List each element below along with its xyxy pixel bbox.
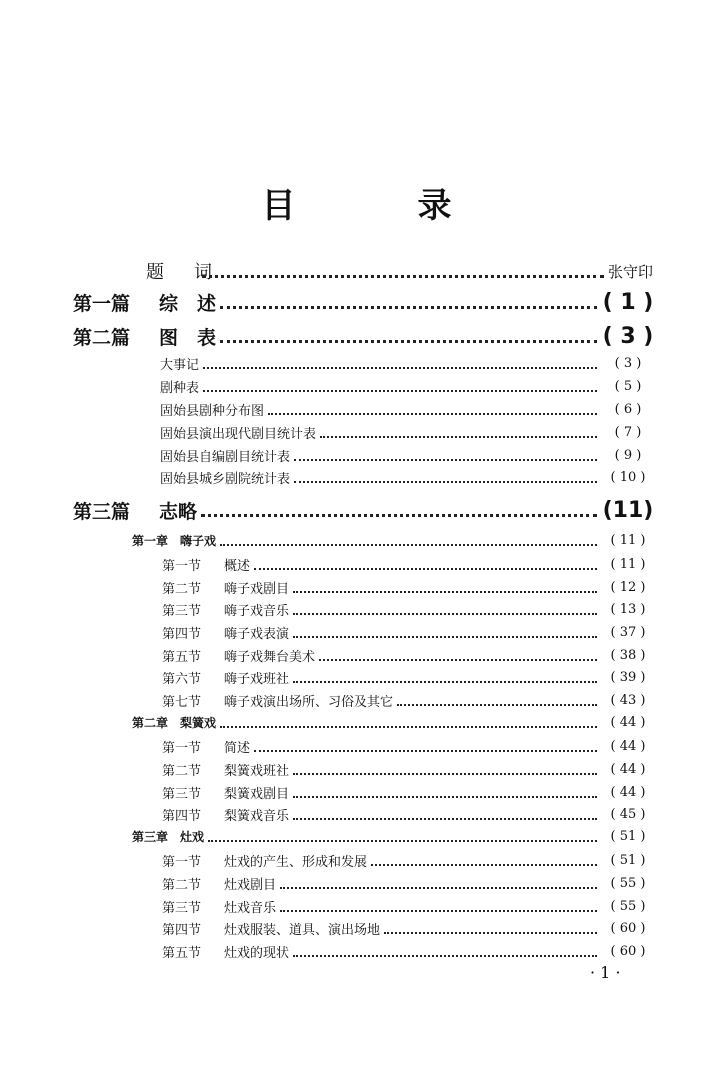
page-ref: ( 44 ) bbox=[610, 785, 646, 800]
toc-entry-part3[interactable] bbox=[73, 497, 655, 524]
leader-dots bbox=[220, 726, 597, 728]
part-number: 第一篇 bbox=[73, 293, 131, 315]
leader-dots bbox=[202, 275, 604, 278]
page-ref: ( 5 ) bbox=[614, 379, 642, 394]
toc-entry-chapter2[interactable] bbox=[132, 714, 655, 731]
section-title: 灶戏的产生、形成和发展 bbox=[224, 855, 368, 870]
section-number: 第二节 bbox=[162, 878, 202, 893]
page-ref: ( 38 ) bbox=[610, 648, 646, 663]
section-title: 概述 bbox=[224, 559, 251, 574]
part-title: 志略 bbox=[159, 501, 198, 523]
page-ref: ( 43 ) bbox=[610, 693, 646, 708]
entry-title: 固始县城乡剧院统计表 bbox=[160, 472, 291, 487]
leader-dots bbox=[293, 591, 597, 593]
page-ref: ( 51 ) bbox=[610, 853, 646, 868]
leader-dots bbox=[280, 910, 597, 912]
page-ref: ( 12 ) bbox=[610, 580, 646, 595]
section-title: 嗨子戏班社 bbox=[224, 672, 290, 687]
page-ref: ( 39 ) bbox=[610, 670, 646, 685]
leader-dots bbox=[220, 340, 597, 343]
leader-dots bbox=[294, 481, 597, 483]
entry-title: 剧种表 bbox=[160, 381, 200, 396]
toc-entry-section[interactable] bbox=[162, 805, 655, 824]
chapter-title: 第一章 嗨子戏 bbox=[132, 534, 217, 548]
toc-entry-inscription[interactable] bbox=[146, 258, 653, 284]
leader-dots bbox=[293, 613, 597, 615]
page-ref: ( 55 ) bbox=[610, 899, 646, 914]
section-number: 第五节 bbox=[162, 650, 202, 665]
page-ref: ( 60 ) bbox=[610, 944, 646, 959]
section-number: 第三节 bbox=[162, 604, 202, 619]
toc-entry-part2-item[interactable] bbox=[160, 400, 655, 419]
toc-entry-section[interactable] bbox=[162, 600, 655, 619]
page-ref: ( 37 ) bbox=[610, 625, 646, 640]
leader-dots bbox=[319, 659, 597, 661]
part-title: 图 表 bbox=[159, 327, 217, 349]
page-ref: ( 6 ) bbox=[614, 402, 642, 417]
leader-dots bbox=[293, 773, 597, 775]
section-title: 简述 bbox=[224, 741, 251, 756]
toc-entry-section[interactable] bbox=[162, 623, 655, 642]
section-title: 梨簧戏剧目 bbox=[224, 787, 290, 802]
toc-entry-part2-item[interactable] bbox=[160, 354, 655, 373]
page-ref: ( 51 ) bbox=[610, 829, 646, 844]
leader-dots bbox=[397, 704, 597, 706]
entry-title: 固始县自编剧目统计表 bbox=[160, 450, 291, 465]
page-ref: ( 55 ) bbox=[610, 876, 646, 891]
page-ref: ( 1 ) bbox=[602, 290, 654, 315]
leader-dots bbox=[320, 436, 597, 438]
toc-entry-section[interactable] bbox=[162, 555, 655, 574]
leader-dots bbox=[220, 544, 597, 546]
section-number: 第三节 bbox=[162, 901, 202, 916]
toc-entry-section[interactable] bbox=[162, 760, 655, 779]
section-title: 嗨子戏音乐 bbox=[224, 604, 290, 619]
page-ref: ( 60 ) bbox=[610, 921, 646, 936]
section-title: 梨簧戏音乐 bbox=[224, 809, 290, 824]
section-number: 第二节 bbox=[162, 582, 202, 597]
toc-entry-section[interactable] bbox=[162, 737, 655, 756]
page-ref: ( 11 ) bbox=[610, 533, 646, 548]
toc-entry-section[interactable] bbox=[162, 578, 655, 597]
section-title: 嗨子戏演出场所、习俗及其它 bbox=[224, 695, 394, 710]
toc-entry-part2[interactable] bbox=[73, 323, 655, 350]
section-number: 第六节 bbox=[162, 672, 202, 687]
page-ref: (11) bbox=[602, 498, 654, 523]
leader-dots bbox=[293, 636, 597, 638]
toc-entry-section[interactable] bbox=[162, 919, 655, 938]
leader-dots bbox=[280, 887, 597, 889]
section-number: 第一节 bbox=[162, 559, 202, 574]
leader-dots bbox=[293, 681, 597, 683]
leader-dots bbox=[384, 932, 597, 934]
page-ref: ( 45 ) bbox=[610, 807, 646, 822]
entry-title: 大事记 bbox=[160, 358, 200, 373]
leader-dots bbox=[294, 459, 597, 461]
toc-entry-section[interactable] bbox=[162, 897, 655, 916]
inscription-label-b: 词 bbox=[194, 262, 218, 283]
toc-entry-chapter1[interactable] bbox=[132, 532, 655, 549]
inscription-author: 张守印 bbox=[607, 262, 653, 281]
page-ref: ( 7 ) bbox=[614, 425, 642, 440]
leader-dots bbox=[293, 796, 597, 798]
section-title: 灶戏服装、道具、演出场地 bbox=[224, 923, 381, 938]
leader-dots bbox=[293, 955, 597, 957]
page-ref: ( 3 ) bbox=[602, 324, 654, 349]
leader-dots bbox=[268, 413, 597, 415]
section-number: 第四节 bbox=[162, 809, 202, 824]
section-title: 灶戏剧目 bbox=[224, 878, 277, 893]
section-number: 第三节 bbox=[162, 787, 202, 802]
section-title: 梨簧戏班社 bbox=[224, 764, 290, 779]
page-ref: ( 3 ) bbox=[614, 356, 642, 371]
section-number: 第二节 bbox=[162, 764, 202, 779]
toc-entry-part1[interactable] bbox=[73, 289, 655, 316]
toc-entry-part2-item[interactable] bbox=[160, 377, 655, 396]
leader-dots bbox=[201, 514, 597, 517]
leader-dots bbox=[208, 840, 597, 842]
part-title: 综 述 bbox=[159, 293, 217, 315]
leader-dots bbox=[371, 864, 597, 866]
section-number: 第七节 bbox=[162, 695, 202, 710]
leader-dots bbox=[203, 390, 597, 392]
leader-dots bbox=[203, 367, 597, 369]
page-ref: ( 9 ) bbox=[614, 448, 642, 463]
toc-entry-chapter3[interactable] bbox=[132, 828, 655, 845]
page-number: · 1 · bbox=[590, 963, 621, 982]
part-number: 第二篇 bbox=[73, 327, 131, 349]
section-title: 灶戏的现状 bbox=[224, 946, 290, 961]
leader-dots bbox=[254, 568, 597, 570]
toc-entry-section[interactable] bbox=[162, 783, 655, 802]
page-ref: ( 44 ) bbox=[610, 739, 646, 754]
leader-dots bbox=[220, 306, 597, 309]
section-title: 嗨子戏表演 bbox=[224, 627, 290, 642]
toc-entry-section[interactable] bbox=[162, 942, 655, 961]
section-number: 第五节 bbox=[162, 946, 202, 961]
section-number: 第四节 bbox=[162, 923, 202, 938]
toc-entry-section[interactable] bbox=[162, 646, 655, 665]
chapter-title: 第二章 梨簧戏 bbox=[132, 716, 217, 730]
part-number: 第三篇 bbox=[73, 501, 131, 523]
page-ref: ( 44 ) bbox=[610, 715, 646, 730]
leader-dots bbox=[254, 750, 597, 752]
entry-title: 固始县剧种分布图 bbox=[160, 404, 265, 419]
toc-entry-part2-item[interactable] bbox=[160, 468, 655, 487]
toc-entry-section[interactable] bbox=[162, 668, 655, 687]
toc-entry-section[interactable] bbox=[162, 691, 655, 710]
section-title: 嗨子戏剧目 bbox=[224, 582, 290, 597]
toc-entry-part2-item[interactable] bbox=[160, 423, 655, 442]
section-title: 嗨子戏舞台美术 bbox=[224, 650, 316, 665]
toc-entry-section[interactable] bbox=[162, 874, 655, 893]
section-number: 第四节 bbox=[162, 627, 202, 642]
page-ref: ( 13 ) bbox=[610, 602, 646, 617]
chapter-title: 第三章 灶戏 bbox=[132, 830, 205, 844]
leader-dots bbox=[293, 818, 597, 820]
page-title: 目 录 bbox=[261, 186, 496, 226]
toc-entry-section[interactable] bbox=[162, 851, 655, 870]
section-number: 第一节 bbox=[162, 855, 202, 870]
toc-entry-part2-item[interactable] bbox=[160, 446, 655, 465]
section-title: 灶戏音乐 bbox=[224, 901, 277, 916]
page-ref: ( 10 ) bbox=[610, 470, 646, 485]
inscription-label-a: 题 bbox=[146, 262, 170, 283]
entry-title: 固始县演出现代剧目统计表 bbox=[160, 427, 317, 442]
page-ref: ( 44 ) bbox=[610, 762, 646, 777]
page-ref: ( 11 ) bbox=[610, 557, 646, 572]
section-number: 第一节 bbox=[162, 741, 202, 756]
